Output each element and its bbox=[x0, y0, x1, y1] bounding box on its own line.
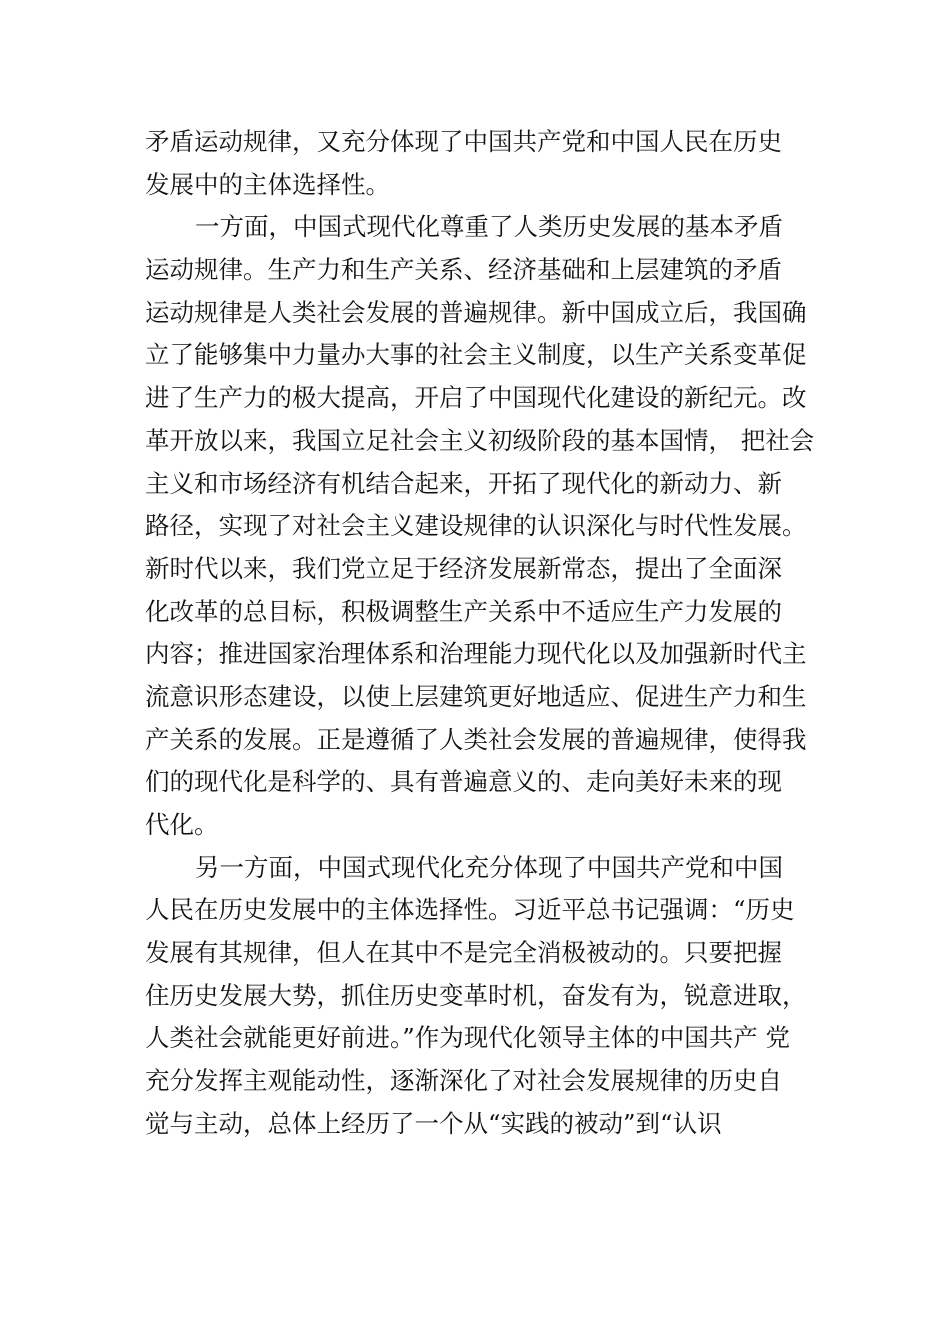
text-line: 发展有其规律，但人在其中不是完全消极被动的。只要把握 bbox=[145, 938, 782, 968]
text-line: 运动规律。生产力和生产关系、经济基础和上层建筑的矛盾 bbox=[145, 255, 782, 285]
text-line: 流意识形态建设，以使上层建筑更好地适应、促进生产力和生 bbox=[145, 681, 807, 711]
text-line: 内容；推进国家治理体系和治理能力现代化以及加强新时代主 bbox=[145, 639, 807, 669]
text-line: 路径，实现了对社会主义建设规律的认识深化与时代性发展。 bbox=[145, 511, 807, 541]
text-line: 新时代以来，我们党立足于经济发展新常态，提出了全面深 bbox=[145, 553, 782, 583]
text-line: 充分发挥主观能动性，逐渐深化了对社会发展规律的历史自 bbox=[145, 1066, 782, 1096]
text-line: 产关系的发展。正是遵循了人类社会发展的普遍规律，使得我 bbox=[145, 724, 807, 754]
text-line: 立了能够集中力量办大事的社会主义制度，以生产关系变革促 bbox=[145, 340, 807, 370]
text-line: 发展中的主体选择性。 bbox=[145, 169, 390, 199]
paragraph-continuation bbox=[145, 121, 825, 206]
text-line: 代化。 bbox=[145, 810, 219, 839]
paragraph-first-aspect bbox=[145, 206, 825, 846]
text-line: 人类社会就能更好前进。”作为现代化领导主体的中国共产 党 bbox=[145, 1023, 791, 1053]
text-line: 进了生产力的极大提高，开启了中国现代化建设的新纪元。改 bbox=[145, 383, 807, 413]
body-text bbox=[145, 121, 825, 1146]
text-line: 觉与主动，总体上经历了一个从“实践的被动”到“认识 bbox=[145, 1108, 722, 1138]
text-line-indented: 一方面，中国式现代化尊重了人类历史发展的基本矛盾 bbox=[195, 212, 783, 242]
paragraph-second-aspect bbox=[145, 847, 825, 1146]
text-line: 们的现代化是科学的、具有普遍意义的、走向美好未来的现 bbox=[145, 767, 782, 797]
text-line: 革开放以来，我国立足社会主义初级阶段的基本国情， 把社会 bbox=[145, 425, 815, 455]
text-line: 运动规律是人类社会发展的普遍规律。新中国成立后，我国确 bbox=[145, 297, 807, 327]
text-line: 人民在历史发展中的主体选择性。习近平总书记强调：“历史 bbox=[145, 895, 795, 925]
text-line: 矛盾运动规律，又充分体现了中国共产党和中国人民在历史 bbox=[145, 127, 782, 156]
text-line: 化改革的总目标，积极调整生产关系中不适应生产力发展的 bbox=[145, 596, 782, 626]
text-line-indented: 另一方面，中国式现代化充分体现了中国共产党和中国 bbox=[195, 852, 783, 882]
text-line: 住历史发展大势，抓住历史变革时机，奋发有为，锐意进取， bbox=[145, 980, 807, 1010]
text-line: 主义和市场经济有机结合起来，开拓了现代化的新动力、新 bbox=[145, 468, 782, 498]
